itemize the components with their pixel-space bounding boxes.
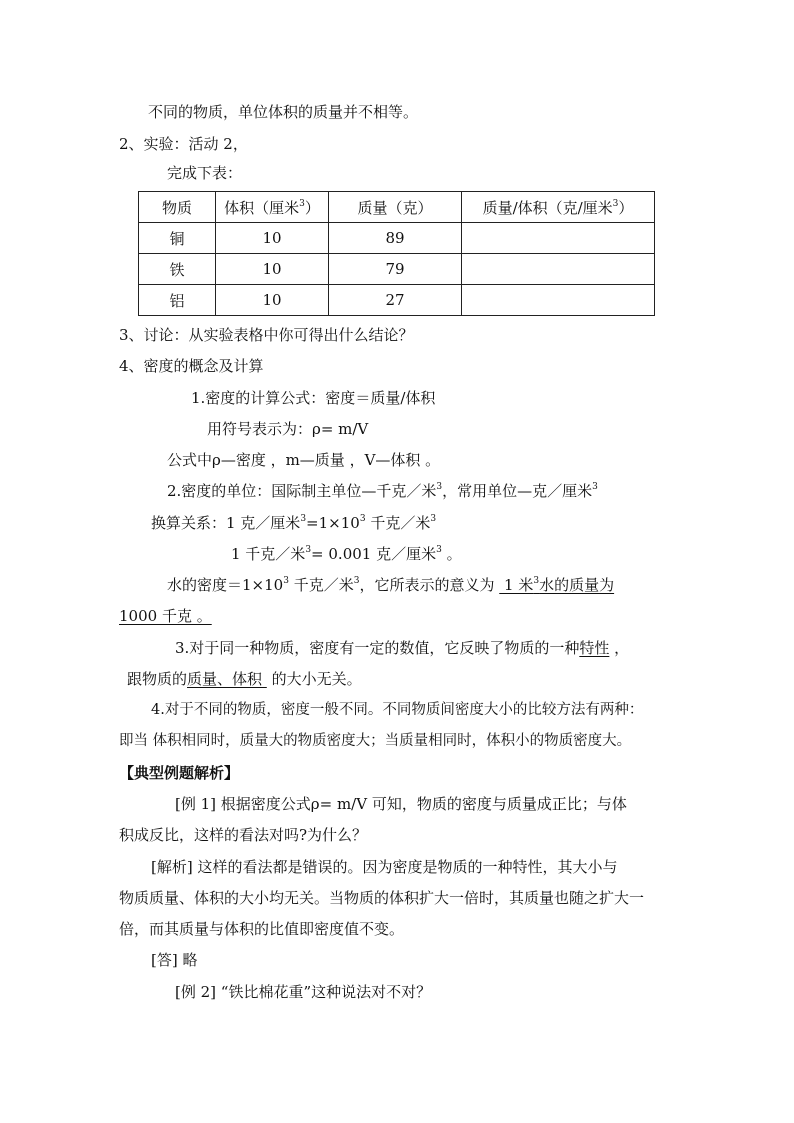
table-cell: 铁 bbox=[139, 254, 216, 285]
table-cell: 27 bbox=[329, 285, 462, 316]
table-cell: 铜 bbox=[139, 223, 216, 254]
text-line: 用符号表示为：ρ= m/V bbox=[207, 420, 369, 438]
table-header-cell: 体积（厘米$^3$） bbox=[216, 192, 329, 223]
text-line: 倍，而其质量与体积的比值即密度值不变。 bbox=[119, 920, 405, 938]
text-line: 1.密度的计算公式：密度＝质量/体积 bbox=[191, 389, 436, 407]
text-line: 不同的物质，单位体积的质量并不相等。 bbox=[148, 103, 419, 121]
text-line: 物质质量、体积的大小均无关。当物质的体积扩大一倍时，其质量也随之扩大一 bbox=[119, 889, 645, 907]
text-line: 公式中ρ—密度 ，m—质量 ，V—体积 。 bbox=[167, 451, 441, 469]
answer-underline: 1 米$^3$水的质量为 bbox=[499, 576, 615, 594]
text-line: [例 2] “铁比棉花重”这种说法对不对？ bbox=[175, 983, 432, 1001]
text-line: 水的密度$=1\times 10^3$ 千克／米$^3$，它所表示的意义为 1 米$^3$水的质量为 bbox=[167, 576, 615, 594]
text-line: 换算关系：1 克／厘米$^3=1\times 10^3$ 千克／米$^3$ bbox=[151, 514, 437, 532]
text-line: 2、实验：活动 2， bbox=[119, 135, 248, 153]
table-cell: 铝 bbox=[139, 285, 216, 316]
text-line: 1 千克／米$^3$= 0.001 克／厘米$^3$ 。 bbox=[231, 545, 462, 563]
text-line: 跟物质的质量、体积 的大小无关。 bbox=[127, 670, 362, 688]
table-header-cell: 物质 bbox=[139, 192, 216, 223]
table-header-row bbox=[139, 192, 655, 223]
section-heading: 【典型例题解析】 bbox=[119, 764, 240, 782]
table-cell: 10 bbox=[216, 254, 329, 285]
text-line: 2.密度的单位：国际制主单位—千克／米$^3$，常用单位—克／厘米$^3$ bbox=[167, 482, 598, 500]
table-cell: 79 bbox=[329, 254, 462, 285]
table-row bbox=[139, 285, 655, 316]
table-cell bbox=[462, 223, 655, 254]
table-row bbox=[139, 223, 655, 254]
table-cell: 10 bbox=[216, 285, 329, 316]
text-line: 3.对于同一种物质，密度有一定的数值，它反映了物质的一种特性 ， bbox=[175, 639, 630, 657]
table-row bbox=[139, 254, 655, 285]
text-line: 积成反比，这样的看法对吗?为什么？ bbox=[119, 826, 368, 844]
table-cell bbox=[462, 285, 655, 316]
text-line: 完成下表： bbox=[167, 164, 243, 182]
table-cell bbox=[462, 254, 655, 285]
text-line: 4、密度的概念及计算 bbox=[119, 357, 264, 375]
table-header-cell: 质量（克） bbox=[329, 192, 462, 223]
text-line: 即当 体积相同时，质量大的物质密度大；当质量相同时，体积小的物质密度大。 bbox=[119, 733, 632, 749]
table-cell: 10 bbox=[216, 223, 329, 254]
answer-underline: 1000 千克 。 bbox=[119, 607, 212, 625]
text-line: 3、讨论：从实验表格中你可得出什么结论？ bbox=[119, 326, 414, 344]
table-cell: 89 bbox=[329, 223, 462, 254]
data-table bbox=[138, 191, 655, 316]
text-line: 4.对于不同的物质，密度一般不同。不同物质间密度大小的比较方法有两种： bbox=[151, 702, 644, 718]
text-line: [解析] 这样的看法都是错误的。因为密度是物质的一种特性，其大小与 bbox=[151, 858, 618, 876]
text-line: [例 1] 根据密度公式ρ= m/V 可知，物质的密度与质量成正比；与体 bbox=[175, 795, 627, 813]
table-header-cell: 质量/体积（克/厘米$^3$） bbox=[462, 192, 655, 223]
text-line: [答] 略 bbox=[151, 951, 198, 969]
